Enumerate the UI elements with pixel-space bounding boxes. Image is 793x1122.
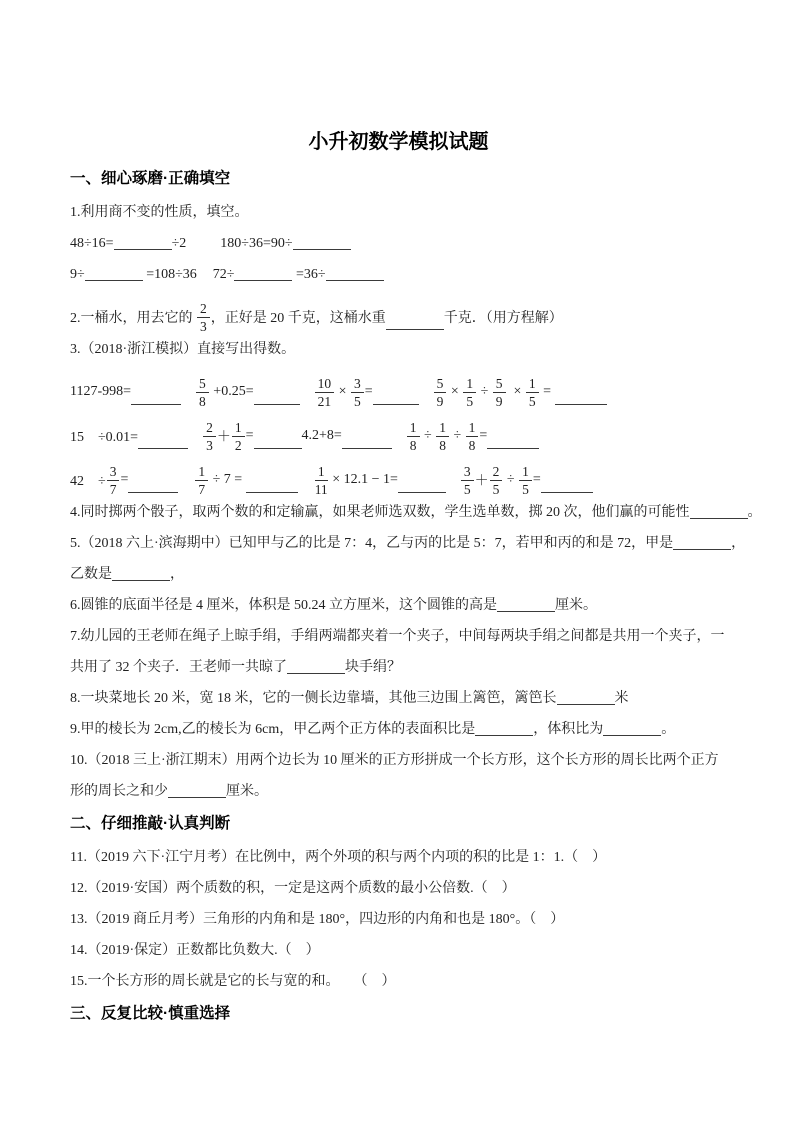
text-run: 4.同时掷两个骰子，取两个数的和定输赢，如果老师选双数，学生选单数，掷 20 次，他们赢的可能性 — [70, 505, 690, 520]
text-run: 12.（2019·安国）两个质数的积，一定是这两个质数的最小公倍数.（ ） — [70, 881, 516, 896]
doc-line — [70, 972, 727, 992]
spacer — [419, 392, 433, 393]
text-run: 15 ÷0.01= — [70, 430, 139, 445]
fraction — [351, 376, 364, 409]
fraction-denominator: 8 — [199, 393, 206, 409]
text-run: 9÷ — [70, 267, 85, 282]
text-run: 10.（2018 三上·浙江期末）用两个边长为 10 厘米的正方形拼成一个长方形，这个长方形的周长比两个正方 — [70, 753, 719, 768]
fraction-denominator: 5 — [354, 393, 361, 409]
fraction-numerator: 10 — [315, 376, 335, 393]
fraction — [519, 464, 532, 497]
fraction-denominator: 9 — [495, 393, 503, 409]
blank-field — [497, 598, 555, 612]
text-run: 块手绢？ — [345, 660, 401, 675]
fraction — [315, 376, 335, 409]
fraction-numerator: 3 — [461, 464, 474, 481]
fraction-denominator: 8 — [468, 437, 476, 453]
blank-field — [326, 267, 384, 281]
blank-field — [234, 267, 292, 281]
fraction-numerator: 2 — [197, 301, 210, 318]
fraction-denominator: 2 — [234, 437, 242, 453]
text-run: ÷ — [449, 428, 465, 443]
fraction-numerator: 1 — [526, 376, 539, 393]
text-run: 千克．（用方程解） — [443, 311, 563, 326]
text-run: ÷ 7 = — [209, 472, 246, 487]
text-run: × — [335, 384, 350, 399]
fraction — [466, 420, 479, 453]
fraction-denominator: 5 — [492, 481, 500, 497]
text-run: 共用了 32 个夹子．王老师一共晾了 — [70, 660, 287, 675]
text-run: = — [532, 472, 541, 487]
text-run: 9.甲的棱长为 2cm,乙的棱长为 6cm，甲乙两个正方体的表面积比是 — [70, 722, 476, 737]
text-run: ＋ — [474, 474, 489, 489]
fraction — [436, 420, 449, 453]
text-run: 7.幼儿园的王老师在绳子上晾手绢，手绢两端都夹着一个夹子，中间每两块手绢之间都是共用一个夹子，一 — [70, 629, 725, 644]
spacer — [392, 436, 406, 437]
fraction-denominator: 3 — [206, 437, 213, 453]
fraction — [107, 464, 120, 497]
text-run: ＋ — [216, 430, 231, 445]
text-run: =108÷36 — [142, 267, 197, 282]
text-run: ÷ — [503, 472, 519, 487]
fraction-numerator: 1 — [436, 420, 449, 437]
text-run: = — [364, 384, 373, 399]
section-heading — [70, 813, 727, 835]
doc-line — [70, 203, 727, 223]
fraction-denominator: 11 — [314, 481, 328, 497]
text-run: 厘米。 — [226, 784, 268, 799]
doc-line — [70, 658, 727, 678]
text-run: 48÷16= — [70, 236, 114, 251]
fraction — [493, 376, 506, 409]
fraction-numerator: 1 — [232, 420, 245, 437]
text-run: 14.（2019·保定）正数都比负数大.（ ） — [70, 943, 320, 958]
text-run: 180÷36=90÷ — [220, 236, 293, 251]
text-run: × 12.1 − 1= — [328, 472, 398, 487]
blank-field — [673, 536, 731, 550]
fraction-numerator: 1 — [195, 464, 208, 481]
doc-line — [70, 234, 727, 254]
text-run: 4.2+8= — [301, 428, 342, 443]
blank-field — [246, 479, 298, 493]
text-run: 3.（2018·浙江模拟）直接写出得数。 — [70, 342, 296, 357]
text-run: = — [479, 428, 488, 443]
doc-line — [70, 848, 727, 868]
fraction-denominator: 5 — [528, 393, 536, 409]
blank-field — [603, 722, 661, 736]
text-run: ÷ — [420, 428, 436, 443]
fraction-denominator: 7 — [109, 481, 117, 497]
fraction-denominator: 21 — [317, 393, 332, 409]
doc-line — [70, 910, 727, 930]
blank-field — [254, 435, 302, 449]
fraction-numerator: 5 — [196, 376, 209, 393]
text-run: ，体积比为 — [533, 722, 604, 737]
doc-line — [70, 782, 727, 802]
doc-line — [70, 879, 727, 899]
text-run: +0.25= — [209, 384, 254, 399]
text-run: 13.（2019 商丘月考）三角形的内角和是 180°，四边形的内角和也是 180°。（ ） — [70, 912, 565, 927]
text-run: 形的周长之和少 — [70, 784, 168, 799]
text-run: = — [539, 384, 555, 399]
doc-line — [70, 340, 727, 360]
text-run: 11.（2019 六下·江宁月考）在比例中，两个外项的积与两个内项的积的比是 1：1.（ ） — [70, 850, 607, 865]
fraction-denominator: 5 — [466, 393, 474, 409]
doc-line — [70, 296, 727, 338]
blank-field — [85, 267, 143, 281]
fraction-numerator: 2 — [490, 464, 503, 481]
fraction-denominator: 3 — [200, 318, 207, 334]
spacer — [181, 392, 195, 393]
fraction — [461, 464, 474, 497]
doc-line — [70, 565, 727, 585]
text-run: 8.一块菜地长 20 米，宽 18 米，它的一侧长边靠墙，其他三边围上篱笆，篱笆长 — [70, 691, 557, 706]
fraction-denominator: 7 — [198, 481, 206, 497]
doc-line — [70, 689, 727, 709]
text-run: × — [506, 384, 525, 399]
doc-line — [70, 941, 727, 961]
fraction-denominator: 5 — [463, 481, 471, 497]
text-run: × — [447, 384, 463, 399]
text-run: ， — [170, 567, 184, 582]
fraction-denominator: 8 — [409, 437, 417, 453]
blank-field — [168, 784, 226, 798]
spacer — [446, 480, 460, 481]
fraction — [196, 376, 209, 409]
fraction — [197, 301, 210, 334]
text-run: 一、细心琢磨·正确填空 — [70, 170, 231, 187]
text-run: 15.一个长方形的周长就是它的长与宽的和。 （ ） — [70, 974, 396, 989]
fraction — [463, 376, 476, 409]
fraction-numerator: 5 — [434, 376, 447, 393]
text-run: 5.（2018 六上·滨海期中）已知甲与乙的比是 7：4，乙与丙的比是 5：7，若甲和丙的和是 72，甲是 — [70, 536, 674, 551]
text-run: 42 ÷ — [70, 474, 106, 489]
fraction — [315, 464, 328, 497]
section-heading — [70, 168, 727, 190]
blank-field — [541, 479, 593, 493]
fraction-numerator: 1 — [519, 464, 532, 481]
blank-field — [138, 435, 188, 449]
text-run: ÷2 — [171, 236, 187, 251]
fraction — [203, 420, 216, 453]
text-run: ÷ — [477, 384, 492, 399]
fraction-numerator: 2 — [203, 420, 216, 437]
doc-line — [70, 596, 727, 616]
doc-line — [70, 720, 727, 740]
text-run: 米 — [614, 691, 629, 706]
fraction-numerator: 3 — [351, 376, 364, 393]
text-run: 。 — [747, 505, 762, 520]
text-run: = — [245, 428, 254, 443]
fraction-numerator: 1 — [466, 420, 479, 437]
text-run: 三、反复比较·慎重选择 — [70, 1005, 231, 1022]
blank-field — [475, 722, 533, 736]
fraction-numerator: 5 — [493, 376, 506, 393]
spacer — [186, 246, 220, 247]
text-run: =36÷ — [292, 267, 326, 282]
fraction — [434, 376, 447, 409]
spacer — [188, 436, 202, 437]
fraction-numerator: 1 — [463, 376, 476, 393]
text-run: ， — [731, 536, 746, 551]
fraction-denominator: 9 — [436, 393, 444, 409]
text-run: 。 — [661, 722, 676, 737]
fraction-numerator: 1 — [407, 420, 420, 437]
blank-field — [131, 391, 181, 405]
blank-field — [373, 391, 419, 405]
blank-field — [287, 660, 345, 674]
fraction — [232, 420, 245, 453]
blank-field — [128, 479, 178, 493]
text-run: ，正好是 20 千克，这桶水重 — [210, 311, 386, 326]
spacer — [298, 480, 314, 481]
doc-line — [70, 459, 727, 501]
fraction-numerator: 1 — [315, 464, 328, 481]
doc-line — [70, 751, 727, 771]
text-run: 二、仔细推敲·认真判断 — [70, 815, 231, 832]
fraction — [407, 420, 420, 453]
blank-field — [114, 236, 172, 250]
blank-field — [555, 391, 607, 405]
text-run: 乙数是 — [70, 567, 112, 582]
page-title: 小升初数学模拟试题 — [308, 131, 489, 153]
section-heading — [70, 1003, 727, 1025]
spacer — [197, 277, 213, 278]
doc-line — [70, 534, 746, 554]
doc-line — [70, 265, 727, 285]
blank-field — [254, 391, 300, 405]
text-run: 1127-998= — [70, 384, 132, 399]
document-lines — [70, 168, 762, 1025]
blank-field — [690, 505, 748, 519]
blank-field — [342, 435, 392, 449]
spacer — [300, 392, 314, 393]
text-run: 厘米。 — [555, 598, 597, 613]
doc-line — [70, 627, 727, 647]
text-run: 6.圆锥的底面半径是 4 厘米，体积是 50.24 立方厘米，这个圆锥的高是 — [70, 598, 497, 613]
blank-field — [557, 691, 615, 705]
text-run: = — [120, 472, 129, 487]
blank-field — [386, 316, 444, 330]
blank-field — [398, 479, 446, 493]
text-run: 72÷ — [212, 267, 235, 282]
spacer — [178, 480, 194, 481]
fraction — [195, 464, 208, 497]
text-run: 1.利用商不变的性质，填空。 — [70, 205, 249, 220]
blank-field — [293, 236, 351, 250]
doc-line — [70, 371, 727, 413]
fraction — [490, 464, 503, 497]
doc-line — [70, 415, 727, 457]
blank-field — [112, 567, 170, 581]
doc-line — [70, 503, 762, 523]
fraction — [526, 376, 539, 409]
fraction-denominator: 5 — [522, 481, 529, 497]
fraction-numerator: 3 — [107, 464, 120, 481]
text-run: 2.一桶水，用去它的 — [70, 311, 196, 326]
fraction-denominator: 8 — [439, 437, 446, 453]
blank-field — [487, 435, 539, 449]
